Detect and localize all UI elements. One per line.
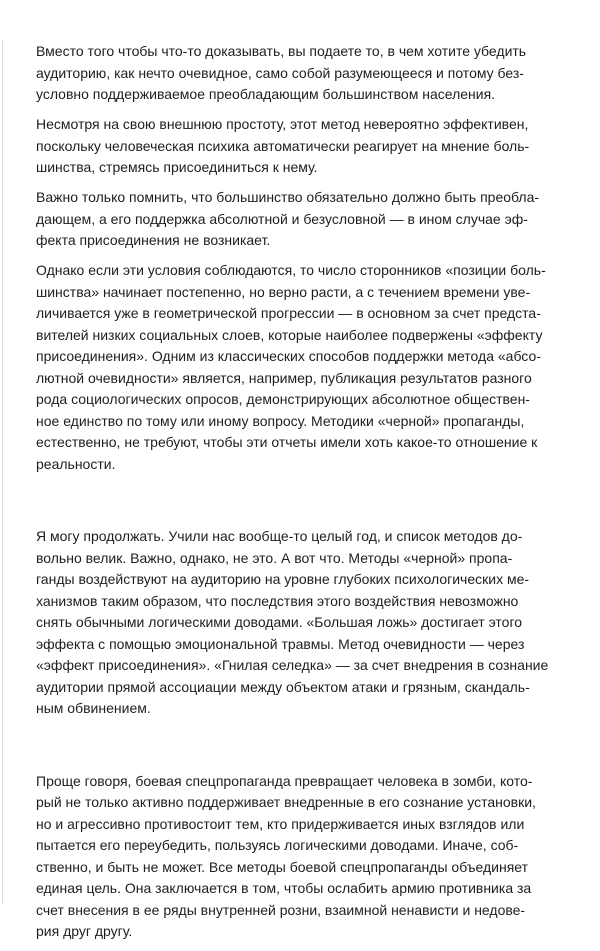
text-line: лютной очевидности» является, например, публикация результатов разного [36,369,532,386]
text-line: личивается уже в геометрической прогрессии — в основном за счет предста- [36,305,541,321]
text-line: присоединения». Одним из классических способов поддержки метода «абсо- [36,348,541,364]
text-line: счет внесения в ее ряды внутренней розни, взаимной ненависти и недове- [36,901,526,918]
text-line: Вместо того чтобы что-то доказывать, вы подаете то, в чем хотите убедить [36,43,527,59]
text-line: фекта присоединения не возникает. [36,232,271,248]
text-line: естественно, не требуют, чтобы эти отчеты имели хоть какое-то отношение к [36,434,538,450]
text-line: дающем, а его поддержка абсолютной и безусловной — в ином случае эф- [36,210,528,227]
text-line: аудиторию, как нечто очевидное, само собой разумеющееся и потому без- [36,64,524,81]
text-line: Однако если эти условия соблюдаются, то число сторонников «позиции боль- [36,262,546,278]
text-line: ханизмов таким образом, что последствия этого воздействия невозможно [36,592,519,609]
text-line: но и агрессивно противостоит тем, кто придерживается иных взглядов или [36,815,525,832]
text-line: рия друг другу. [36,923,133,939]
text-line: ганды воздействуют на аудиторию на уровне глубоких психологических ме- [36,571,530,587]
paragraph-6 [36,771,576,943]
text-line: аудитории прямой ассоциации между объектом атаки и грязным, скандаль- [36,678,530,695]
text-line: шинства» начинает постепенно, но верно расти, а с течением времени уве- [36,283,531,300]
text-line: Проще говоря, боевая спецпропаганда превращает человека в зомби, кото- [36,772,533,789]
page-left-border [2,40,3,903]
text-line: ственно, и быть не может. Все методы боевой спецпропаганды объединяет [36,858,529,875]
text-line: шинства, стремясь присоединиться к нему. [36,159,318,175]
text-line: Я могу продолжать. Учили нас вообще-то целый год, и список методов до- [36,528,523,544]
text-line: снять обычными логическими доводами. «Большая ложь» достигает этого [36,614,523,630]
text-line: реальности. [36,455,116,472]
text-line: Важно только помнить, что большинство обязательно должно быть преобла- [36,189,540,205]
text-line: пытается его переубедить, пользуясь логическими доводами. Иначе, соб- [36,837,519,853]
text-line: единая цель. Она заключается в том, чтобы ослабить армию противника за [36,880,532,896]
text-line: ным обвинением. [36,700,151,716]
text-line: Несмотря на свою внешнюю простоту, этот метод невероятно эффективен, [36,116,529,132]
text-line: рода социологических опросов, демонстрирующих абсолютное обществен- [36,391,530,407]
text-line: эффекта с помощью эмоциональной травмы. Метод очевидности — через [36,635,525,652]
text-line: вольно велик. Важно, однако, не это. А вот что. Методы «черной» пропа- [36,549,513,566]
paragraph-3 [36,187,576,252]
text-line: условно поддерживаемое преобладающим большинством населения. [36,86,496,102]
text-line: «эффект присоединения». «Гнилая селедка» — за счет внедрения в сознание [36,657,549,673]
text-line: вителей низких социальных слоев, которые наиболее подвержены «эффекту [36,326,543,343]
paragraph-4 [36,260,576,475]
text-line: ное единство по тому или иному вопросу. Методики «черной» пропаганды, [36,412,525,429]
text-line: рый не только активно поддерживает внедренные в его сознание установки, [36,794,536,810]
paragraph-2 [36,114,576,179]
text-line: поскольку человеческая психика автоматически реагирует на мнение боль- [36,137,530,154]
document-body [36,41,576,951]
paragraph-5 [36,526,576,720]
paragraph-1 [36,41,576,106]
